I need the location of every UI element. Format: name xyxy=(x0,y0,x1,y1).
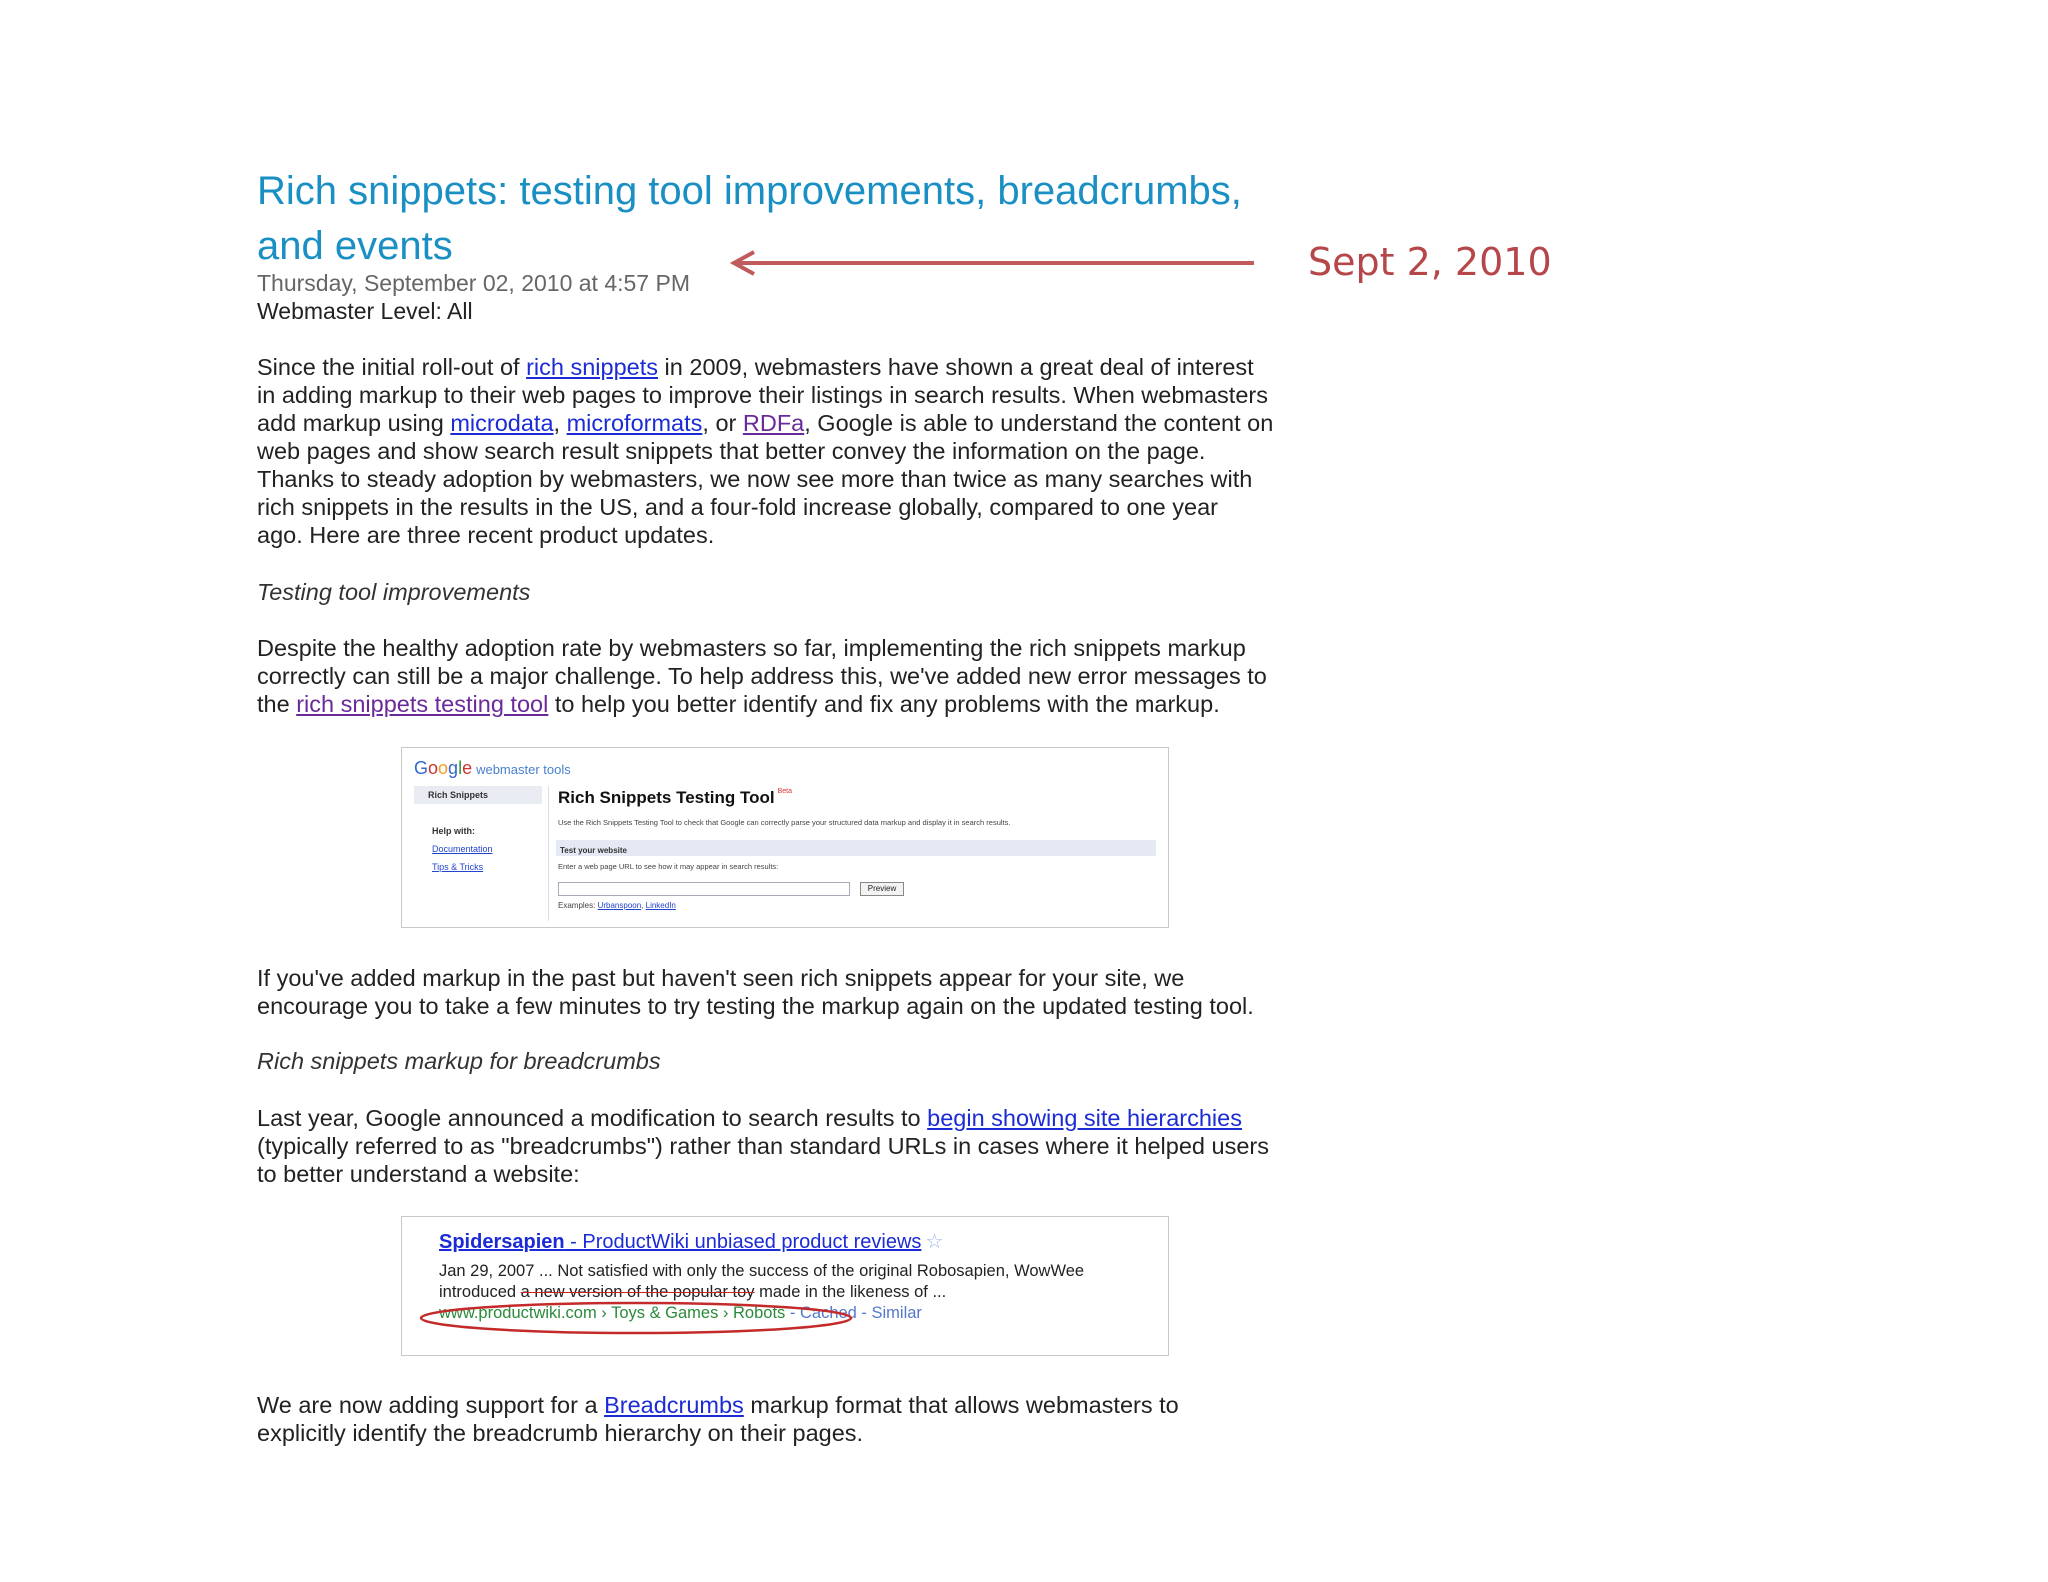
webmaster-level: Webmaster Level: All xyxy=(257,298,473,324)
testing-tool-screenshot xyxy=(401,747,1169,928)
site-hierarchies-link[interactable]: begin showing site hierarchies xyxy=(927,1105,1242,1131)
microdata-link[interactable]: microdata xyxy=(450,410,554,436)
highlight-oval-icon xyxy=(416,1299,856,1339)
search-result-screenshot xyxy=(401,1216,1169,1356)
annotation-date-label: Sept 2, 2010 xyxy=(1308,240,1552,284)
annotation-arrow-icon xyxy=(720,248,1260,278)
example-link-urbanspoon[interactable]: Urbanspoon xyxy=(597,901,642,910)
cached-similar-links[interactable]: - Cached - Similar xyxy=(785,1304,922,1322)
enter-url-prompt: Enter a web page URL to see how it may appear in search results: xyxy=(558,862,779,871)
tool-heading: Rich Snippets Testing Tool $^{Beta}$ xyxy=(558,788,792,807)
closing-paragraph: We are now adding support for a Breadcrumbs markup format that allows webmasters to explicitly identify the breadcrumb hierarchy on their pages. xyxy=(257,1392,1179,1446)
rich-snippets-link[interactable]: rich snippets xyxy=(526,354,659,380)
url-input[interactable] xyxy=(558,882,850,896)
documentation-link[interactable]: Documentation xyxy=(432,844,493,854)
testing-tool-paragraph: Despite the healthy adoption rate by webmasters so far, implementing the rich snippets markup correctly can still be a major challenge. To help address this, we've added new error messages to the rich snippets testing tool to help you better identify and fix any problems with the markup. xyxy=(257,635,1267,717)
post-date: Thursday, September 02, 2010 at 4:57 PM xyxy=(257,270,690,296)
examples-line: Examples: Urbanspoon, LinkedIn xyxy=(558,901,676,910)
breadcrumbs-link[interactable]: Breadcrumbs xyxy=(604,1392,744,1418)
google-webmaster-tools-logo: Google webmaster tools xyxy=(414,758,571,778)
result-breadcrumb-url: www.productwiki.com › Toys & Games › Robots - Cached - Similar xyxy=(439,1304,922,1322)
after-tool-paragraph: If you've added markup in the past but haven't seen rich snippets appear for your site, we encourage you to take a few minutes to try testing the markup again on the updated testing tool. xyxy=(257,965,1254,1019)
tool-sidebar xyxy=(414,786,542,921)
tool-description: Use the Rich Snippets Testing Tool to check that Google can correctly parse your structured data markup and display it in search results. xyxy=(558,818,1011,827)
beta-badge: Beta xyxy=(777,788,792,795)
post-title[interactable]: Rich snippets: testing tool improvements, breadcrumbs, and events xyxy=(257,169,1242,268)
breadcrumbs-paragraph: Last year, Google announced a modification to search results to begin showing site hierarchies (typically referred to as "breadcrumbs") rather than standard URLs in cases where it helped users to better understand a website: xyxy=(257,1105,1269,1187)
rdfa-link[interactable]: RDFa xyxy=(742,410,805,436)
star-icon[interactable]: ☆ xyxy=(925,1231,944,1253)
microformats-link[interactable]: microformats xyxy=(566,410,703,436)
subheading-breadcrumbs: Rich snippets markup for breadcrumbs xyxy=(257,1048,661,1074)
help-label: Help with: xyxy=(432,826,475,836)
tips-tricks-link[interactable]: Tips & Tricks xyxy=(432,862,484,872)
example-link-linkedin[interactable]: LinkedIn xyxy=(645,901,676,910)
preview-button[interactable]: Preview xyxy=(860,882,904,896)
intro-paragraph: Since the initial roll-out of rich snippets in 2009, webmasters have shown a great deal of interest in adding markup to their web pages to improve their listings in search results. When webmasters add markup using microdata, microformats, or RDFa, Google is able to understand the content on web pages and show search result snippets that better convey the information on the page. Thanks to steady adoption by webmasters, we now see more than twice as many searches with rich snippets in the results in the US, and a four-fold increase globally, compared to one year ago. Here are three recent product updates. xyxy=(257,354,1274,548)
subheading-testing-tool: Testing tool improvements xyxy=(257,579,531,605)
sidebar-item-rich-snippets[interactable]: Rich Snippets xyxy=(414,786,542,804)
sidebar-divider xyxy=(548,786,549,921)
result-snippet: Jan 29, 2007 ... Not satisfied with only the success of the original Robosapien, WowWee introduced a new version of the popular toy made in the likeness of ... xyxy=(439,1262,1085,1301)
result-title-link[interactable]: Spidersapien - ProductWiki unbiased product reviews ☆ xyxy=(439,1231,944,1253)
testing-tool-link[interactable]: rich snippets testing tool xyxy=(296,691,549,717)
test-website-bar: Test your website xyxy=(556,840,1156,856)
